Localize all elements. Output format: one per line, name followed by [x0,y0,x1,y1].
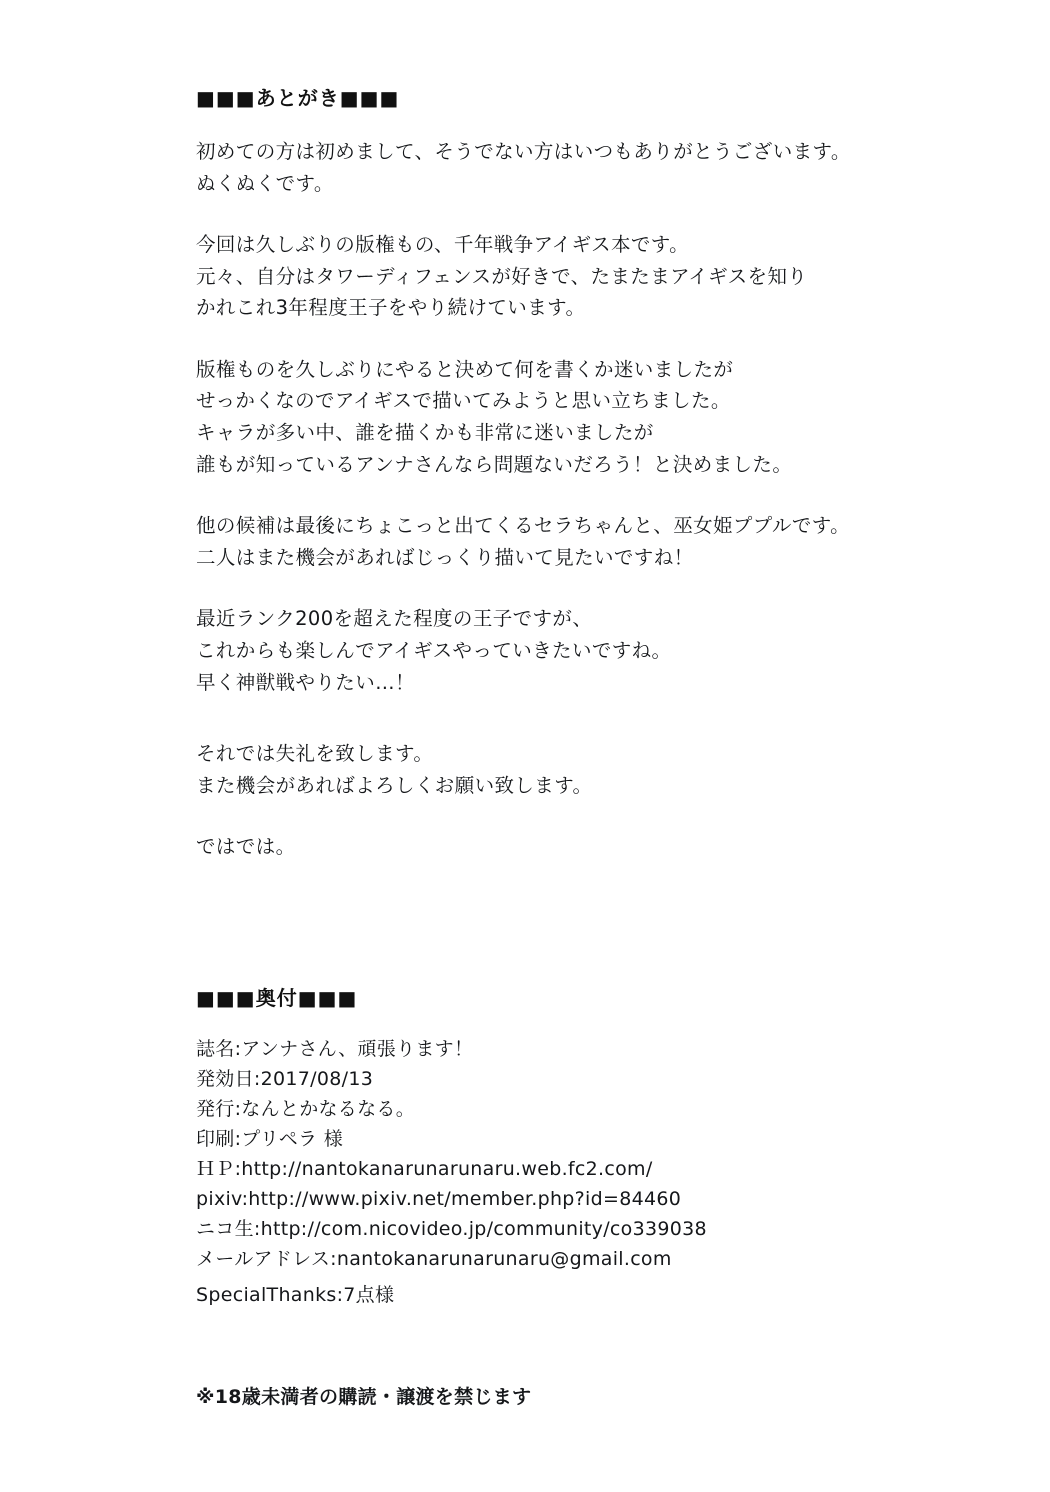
age-restriction-notice: ※18歳未満者の購読・譲渡を禁じます [196,1386,532,1408]
afterword-line: 他の候補は最後にちょこっと出てくるセラちゃんと、巫女姫ププルです。 [196,514,850,538]
colophon-line-printer: 印刷:プリペラ 様 [196,1128,344,1151]
afterword-line: それでは失礼を致します。 [196,742,434,766]
colophon-heading: ■■■奥付■■■ [196,986,358,1010]
colophon-line-homepage[interactable]: ＨＰ:http://nantokanarunarunaru.web.fc2.com/ [196,1158,653,1181]
afterword-line: また機会があればよろしくお願い致します。 [196,773,593,797]
afterword-paragraph-7 [196,831,986,863]
colophon-line-publisher: 発行:なんとかなるなる。 [196,1098,416,1121]
afterword-paragraph-4 [196,510,986,573]
afterword-line: ではでは。 [196,835,296,859]
afterword-line: せっかくなのでアイギスで描いてみようと思い立ちました。 [196,389,731,413]
afterword-paragraph-2 [196,229,986,324]
afterword-line: かれこれ3年程度王子をやり続けています。 [196,296,586,320]
afterword-line: 早く神獣戦やりたい…！ [196,670,415,694]
afterword-paragraph-1 [196,136,986,199]
afterword-line: 最近ランク200を超えた程度の王子ですが、 [196,607,593,631]
afterword-line: キャラが多い中、誰を描くかも非常に迷いましたが [196,421,654,445]
afterword-line: ぬくぬくです。 [196,171,334,195]
afterword-line: 誰もが知っているアンナさんなら問題ないだろう！と決めました。 [196,452,793,476]
special-thanks: SpecialThanks:7点様 [196,1284,395,1306]
afterword-line: これからも楽しんでアイギスやっていきたいですね。 [196,638,672,662]
afterword-line: 元々、自分はタワーディフェンスが好きで、たまたまアイギスを知り [196,264,808,288]
colophon-line-title: 誌名:アンナさん、頑張ります！ [196,1038,474,1060]
colophon-details [196,1034,996,1274]
afterword-heading: ■■■あとがき■■■ [196,86,400,110]
afterword-line: 初めての方は初めまして、そうでない方はいつもありがとうございます。 [196,140,851,163]
afterword-line: 今回は久しぶりの版権もの、千年戦争アイギス本です。 [196,233,690,257]
afterword-paragraph-5 [196,603,986,698]
afterword-paragraph-3 [196,354,986,480]
colophon-line-nicovideo[interactable]: ニコ生:http://com.nicovideo.jp/community/co339038 [196,1218,707,1241]
afterword-section [196,86,986,863]
colophon-line-date: 発効日:2017/08/13 [196,1068,374,1091]
afterword-line: 版権ものを久しぶりにやると決めて何を書くか迷いましたが [196,357,734,381]
afterword-line: 二人はまた機会があればじっくり描いて見たいですね！ [196,545,694,569]
afterword-paragraph-6 [196,738,986,801]
colophon-line-email[interactable]: メールアドレス:nantokanarunarunaru@gmail.com [196,1248,672,1271]
colophon-line-pixiv[interactable]: pixiv:http://www.pixiv.net/member.php?id=84460 [196,1188,682,1211]
